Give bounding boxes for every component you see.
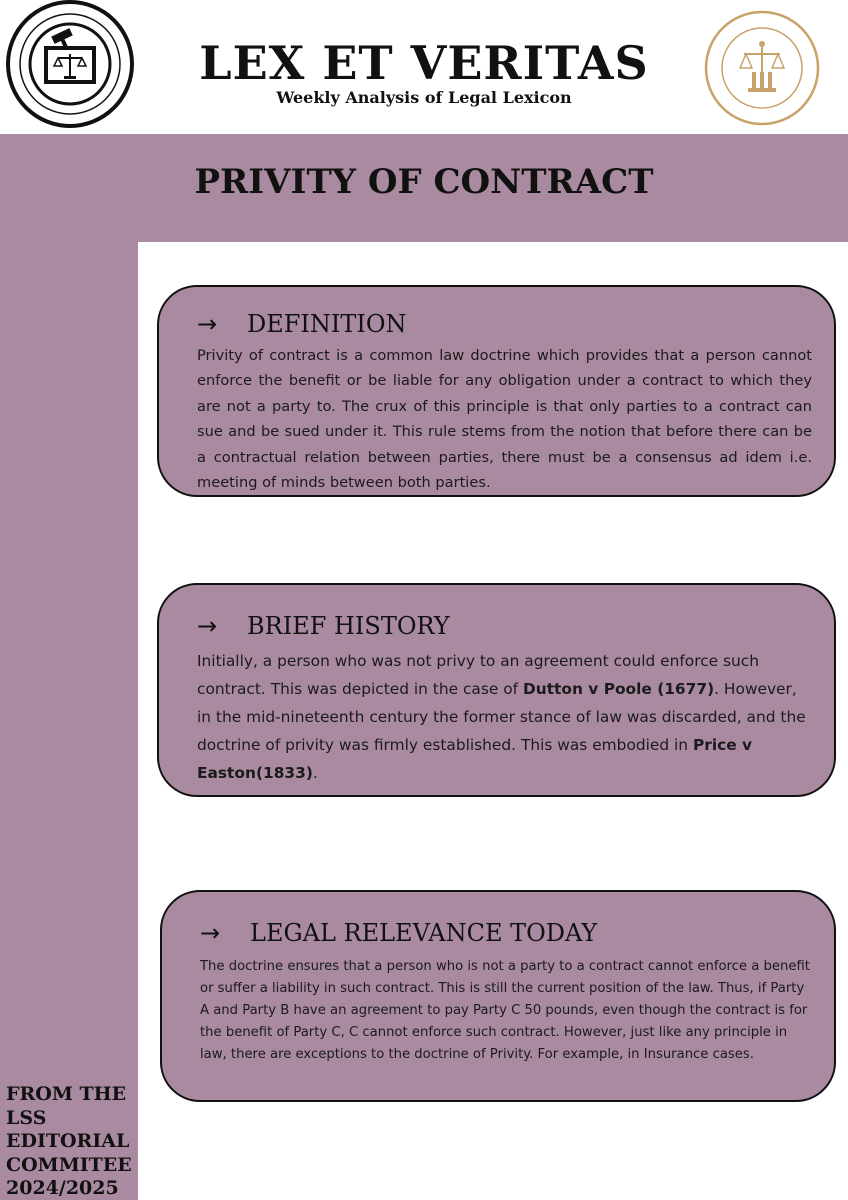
history-text-1: Initially, a person who was not privy to an agreement could enforce such contract. This was depicted in the case of <box>197 652 760 698</box>
case-citation: Price v Easton(1833) <box>197 736 753 782</box>
sidebar-band <box>0 134 138 1200</box>
credit-line: FROM THE <box>6 1083 127 1105</box>
arrow-right-icon: → <box>200 919 221 947</box>
arrow-right-icon: → <box>197 310 218 338</box>
relevance-header <box>200 918 816 948</box>
arrow-right-icon: → <box>197 612 218 640</box>
society-seal-logo <box>2 0 140 132</box>
editorial-credit <box>6 1083 136 1200</box>
relevance-body: The doctrine ensures that a person who is not a party to a contract cannot enforce a benefit or suffer a liability in such contract. This is still the current position of the law. Thus, if Party A and Party B have an agreement to pay Party C 50 pounds, even though the contract is for the benefit of Party C, C cannot enforce such contract. However, just like any principle in law, there are exceptions to the doctrine of Privity. For example, in Insurance cases. <box>200 959 810 1062</box>
history-body <box>197 647 812 787</box>
relevance-card <box>160 890 836 1102</box>
history-heading: BRIEF HISTORY <box>247 612 450 640</box>
history-header <box>197 611 812 641</box>
credit-line: EDITORIAL <box>6 1130 130 1152</box>
history-text-2: . However, in the mid-nineteenth century the former stance of law was discarded, and the doctrine of privity was firmly established. This was embodied in <box>197 680 806 754</box>
history-text-3: . <box>312 764 318 782</box>
masthead-title: LEX ET VERITAS <box>199 36 649 90</box>
definition-card <box>157 285 836 497</box>
credit-line: 2024/2025 <box>6 1177 119 1199</box>
definition-body: Privity of contract is a common law doctrine which provides that a person cannot enforce the benefit or be liable for any obligation under a contract to which they are not a party to. The crux of this principle is that only parties to a contract can sue and be sued under it. This rule stems from the notion that before there can be a contractual relation between parties, there must be a consensus ad idem i.e. meeting of minds between both parties. <box>197 347 812 492</box>
masthead <box>140 36 708 108</box>
header <box>0 0 848 134</box>
definition-header <box>197 309 812 339</box>
credit-line: COMMITEE <box>6 1153 132 1176</box>
credit-line: LSS <box>6 1106 47 1129</box>
definition-heading: DEFINITION <box>247 310 407 338</box>
history-card <box>157 583 836 797</box>
masthead-subtitle: Weekly Analysis of Legal Lexicon <box>276 88 572 107</box>
page-title: PRIVITY OF CONTRACT <box>194 162 654 202</box>
relevance-heading: LEGAL RELEVANCE TODAY <box>250 919 598 947</box>
case-citation: Dutton v Poole (1677) <box>522 680 715 698</box>
law-review-seal-logo <box>704 10 820 126</box>
